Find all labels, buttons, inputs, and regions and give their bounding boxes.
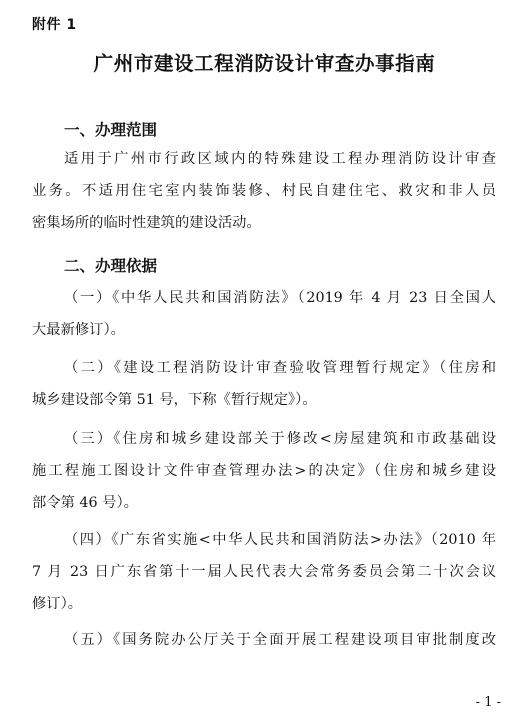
text-line: （三）《住房和城乡建设部关于修改<房屋建筑和市政基础设 — [64, 431, 496, 447]
text-line: 部令第 46 号）。 — [32, 495, 138, 511]
paragraph-basis-5 — [32, 624, 496, 656]
text-line: 修订）。 — [32, 596, 83, 612]
paragraph-basis-2 — [32, 352, 496, 416]
text-line: 施工程施工图设计文件审查管理办法>的决定》（住房和城乡建设 — [32, 463, 496, 479]
paragraph-basis-3 — [32, 423, 496, 519]
paragraph-scope — [32, 143, 496, 239]
section-heading-basis: 二、办理依据 — [64, 257, 158, 275]
text-line: 7 月 23 日广东省第十一届人民代表大会常务委员会第二十次会议 — [32, 564, 496, 580]
text-line: 大最新修订）。 — [32, 322, 125, 338]
page-number: - 1 - — [475, 695, 501, 710]
paragraph-basis-1 — [32, 282, 496, 346]
text-line: （四）《广东省实施<中华人民共和国消防法>办法》（2010 年 — [64, 532, 496, 548]
section-heading-scope: 一、办理范围 — [64, 121, 158, 139]
text-line: 适用于广州市行政区域内的特殊建设工程办理消防设计审查 — [64, 151, 496, 167]
text-line: （二）《建设工程消防设计审查验收管理暂行规定》（住房和 — [64, 360, 496, 376]
attachment-label: 附件 1 — [32, 17, 77, 33]
text-line: 城乡建设部令第 51 号，下称《暂行规定》）。 — [32, 392, 317, 408]
text-line: （五）《国务院办公厅关于全面开展工程建设项目审批制度改 — [64, 632, 496, 648]
text-line: （一）《中华人民共和国消防法》（2019 年 4 月 23 日全国人 — [64, 290, 496, 306]
text-line: 密集场所的临时性建筑的建设活动。 — [32, 215, 261, 231]
text-line: 业务。不适用住宅室内装饰装修、村民自建住宅、救灾和非人员 — [32, 183, 496, 199]
paragraph-basis-4 — [32, 524, 496, 620]
document-title: 广州市建设工程消防设计审查办事指南 — [93, 52, 436, 75]
